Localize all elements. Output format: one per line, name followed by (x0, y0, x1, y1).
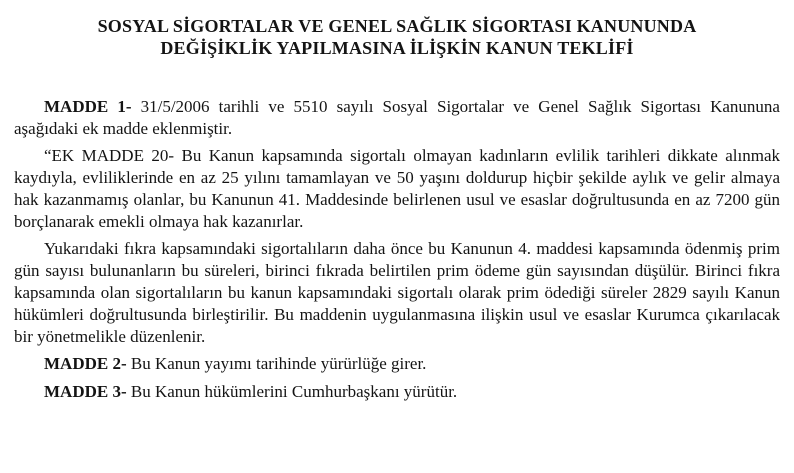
ek-madde-20-paragraph (14, 145, 780, 233)
ek-madde-20-second-text: Yukarıdaki fıkra kapsamındaki sigortalıların daha önce bu Kanunun 4. maddesi kapsamında ödenmiş prim gün sayısı bulunanların bu süreleri, birinci fıkrada belirtilen prim ödeme gün sayısından düşülür. Birinci fıkra kapsamında olan sigortalıların bu kanun kapsamındaki sigortalı olarak prim ödediği süreler 2829 sayılı Kanun hükümleri doğrultusunda birleştirilir. Bu maddenin uygulanmasına ilişkin usul ve esaslar Kurumca çıkarılacak bir yönetmelikle düzenlenir. (14, 239, 780, 346)
ek-madde-20-second-paragraph (14, 238, 780, 348)
article-1-text: 31/5/2006 tarihli ve 5510 sayılı Sosyal Sigortalar ve Genel Sağlık Sigortası Kanununa aşağıdaki ek madde eklenmiştir. (14, 97, 780, 138)
ek-madde-20-text: “EK MADDE 20- Bu Kanun kapsamında sigortalı olmayan kadınların evlilik tarihleri dikkate alınmak kaydıyla, evliliklerinde en az 25 yılını tamamlayan ve 50 yaşını doldurup hiçbir şekilde aylık ve gelir almaya hak kazanmamış olanlar, bu Kanunun 41. Maddesinde belirlenen usul ve esaslar doğrultusunda en az 7200 gün borçlanarak emekli olmaya hak kazanırlar. (14, 146, 780, 231)
article-3-label: MADDE 3- (44, 382, 127, 401)
document-title-line-1: SOSYAL SİGORTALAR VE GENEL SAĞLIK SİGORTASI KANUNUNDA (97, 16, 697, 36)
article-1-label: MADDE 1- (44, 97, 132, 116)
article-1 (14, 96, 780, 140)
article-3 (14, 381, 780, 403)
article-2-text: Bu Kanun yayımı tarihinde yürürlüğe girer. (126, 354, 427, 373)
article-2-label: MADDE 2- (44, 354, 127, 373)
document-body (14, 96, 780, 409)
article-3-text: Bu Kanun hükümlerini Cumhurbaşkanı yürütür. (126, 382, 458, 401)
article-2 (14, 353, 780, 375)
document-title-line-2: DEĞİŞİKLİK YAPILMASINA İLİŞKİN KANUN TEKLİFİ (160, 38, 634, 58)
